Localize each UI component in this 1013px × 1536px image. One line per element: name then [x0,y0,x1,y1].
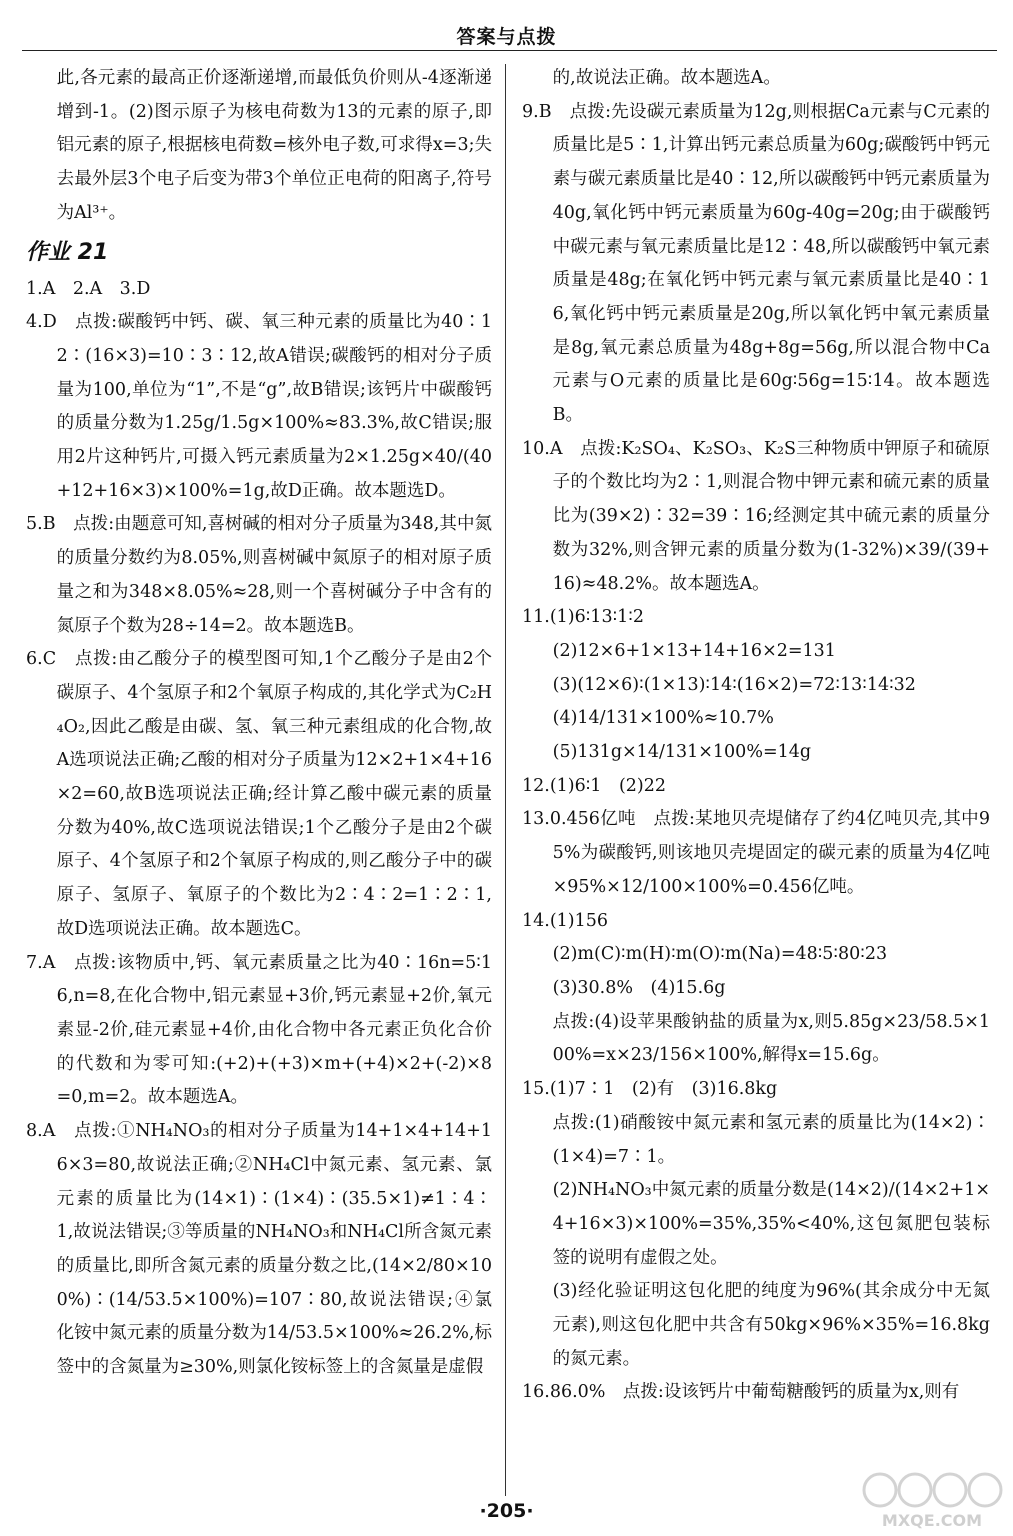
answer-paragraph: 12.(1)6∶1 (2)22 [522,775,666,796]
answer-paragraph: 11.(1)6∶13∶1∶2 [522,607,644,628]
answer-paragraph: 8.A 点拨:①NH₄NO₃的相对分子质量为14+1×4+14+16×3=80,故说法正确;②NH₄Cl中氮元素、氢元素、氯元素的质量比为(14×1)∶(1×4)∶(35.5×1)≠1∶4∶1,故说法错误;③等质量的NH₄NO₃和NH₄Cl所含氮元素的质量比,即所含氮元素的质量分数之比,(14×2/80×100%)∶(14/53.5×100%)=107∶80,故说法错误;④氯化铵中氮元素的质量分数为14/53.5×100%≈26.2%,标签中的含氮量为≥30%,则氯化铵标签上的含氮量是虚假 [26,1121,492,1378]
answer-subpart: 点拨:(1)硝酸铵中氮元素和氢元素的质量比为(14×2)∶(1×4)=7∶1。 [552,1112,990,1167]
answer-subpart: (2)NH₄NO₃中氮元素的质量分数是(14×2)/(14×2+1×4+16×3)×100%=35%,35%<40%,这包氮肥包装标签的说明有虚假之处。 [552,1180,990,1268]
answer-paragraph: 15.(1)7∶1 (2)有 (3)16.8kg [522,1079,778,1100]
answer-subpart: (3)经化验证明这包化肥的纯度为96%(其余成分中无氮元素),则这包化肥中共含有50kg×96%×35%=16.8kg的氮元素。 [552,1281,990,1369]
answer-paragraph: 16.86.0% 点拨:设该钙片中葡萄糖酸钙的质量为x,则有 [522,1382,960,1403]
page-header [0,0,1013,52]
answer-paragraph: 4.D 点拨:碳酸钙中钙、碳、氧三种元素的质量比为40∶12∶(16×3)=10∶3∶12,故A错误;碳酸钙的相对分子质量为100,单位为“1”,不是“g”,故B错误;该钙片中碳酸钙的质量分数为1.25g/1.5g×100%≈83.3%,故C错误;服用2片这种钙片,可摄入钙元素质量为2×1.25g×40/(40+12+16×3)×100%=1g,故D正确。故本题选D。 [26,312,492,501]
right-column [522,62,990,1410]
answer-subpart: (2)12×6+1×13+14+16×2=131 [552,640,836,661]
answer-paragraph: 7.A 点拨:该物质中,钙、氧元素质量之比为40∶16n=5∶16,n=8,在化合物中,铝元素显+3价,钙元素显+2价,氧元素显-2价,硅元素显+4价,由化合物中各元素正负化合价的代数和为零可知:(+2)+(+3)×m+(+4)×2+(-2)×8=0,m=2。故本题选A。 [26,952,492,1108]
watermark-logo [860,1468,1005,1530]
answer-paragraph: 6.C 点拨:由乙酸分子的模型图可知,1个乙酸分子是由2个碳原子、4个氢原子和2个氧原子构成的,其化学式为C₂H₄O₂,因此乙酸是由碳、氢、氧三种元素组成的化合物,故A选项说法正确;乙酸的相对分子质量为12×2+1×4+16×2=60,故B选项说法正确;经计算乙酸中碳元素的质量分数为40%,故C选项说法错误;1个乙酸分子是由2个碳原子、4个氢原子和2个氧原子构成的,则乙酸分子中的碳原子、氢原子、氧原子的个数比为2∶4∶2=1∶2∶1,故D选项说法正确。故本题选C。 [26,649,492,939]
answer-paragraph: 1.A 2.A 3.D [26,278,151,299]
answer-paragraph: 13.0.456亿吨 点拨:某地贝壳堤储存了约4亿吨贝壳,其中95%为碳酸钙,则该地贝壳堤固定的碳元素的质量为4亿吨×95%×12/100×100%=0.456亿吨。 [522,809,990,897]
answer-paragraph: 9.B 点拨:先设碳元素质量为12g,则根据Ca元素与C元素的质量比是5∶1,计算出钙元素总质量为60g;碳酸钙中钙元素与碳元素质量比是40∶12,所以碳酸钙中钙元素质量为40g,氧化钙中钙元素质量为60g-40g=20g;由于碳酸钙中碳元素与氧元素质量比是12∶48,所以碳酸钙中氧元素质量是48g;在氧化钙中钙元素与氧元素质量比是40∶16,氧化钙中钙元素质量是20g,所以氧化钙中氧元素质量是8g,氧元素总质量为48g+8g=56g,所以混合物中Ca元素与O元素的质量比是60g∶56g=15∶14。故本题选B。 [522,101,990,426]
page-title: 答案与点拨 [456,26,557,48]
answer-subpart: (3)30.8% (4)15.6g [552,977,726,998]
left-column [26,62,492,1385]
answer-subpart: (5)131g×14/131×100%=14g [552,742,812,763]
answer-paragraph: 此,各元素的最高正价逐渐递增,而最低负价则从-4逐渐递增到-1。(2)图示原子为核电荷数为13的元素的原子,即铝元素的原子,根据核电荷数=核外电子数,可求得x=3;失去最外层3个电子后变为带3个单位正电荷的阳离子,符号为Al³⁺。 [56,68,492,223]
watermark-text: MXQE.COM [881,1511,983,1530]
header-rule [22,50,997,51]
answer-subpart: 点拨:(4)设苹果酸钠盐的质量为x,则5.85g×23/58.5×100%=x×23/156×100%,解得x=15.6g。 [552,1011,990,1066]
column-divider [505,64,506,1496]
answer-paragraph: 10.A 点拨:K₂SO₄、K₂SO₃、K₂S三种物质中钾原子和硫原子的个数比均为2∶1,则混合物中钾元素和硫元素的质量比为(39×2)∶32=39∶16;经测定其中硫元素的质量分数为32%,则含钾元素的质量分数为(1-32%)×39/(39+16)≈48.2%。故本题选A。 [522,438,990,594]
answer-subpart: (3)(12×6)∶(1×13)∶14∶(16×2)=72∶13∶14∶32 [552,674,916,695]
answer-subpart: (4)14/131×100%≈10.7% [552,708,774,729]
answer-paragraph: 的,故说法正确。故本题选A。 [552,68,781,88]
answer-paragraph: 14.(1)156 [522,910,609,931]
answer-paragraph: 5.B 点拨:由题意可知,喜树碱的相对分子质量为348,其中氮的质量分数约为8.05%,则喜树碱中氮原子的相对原子质量之和为348×8.05%≈28,则一个喜树碱分子中含有的氮原子个数为28÷14=2。故本题选B。 [26,514,492,636]
page-number: ·205· [479,1500,534,1522]
homework-heading: 作业 21 [26,239,109,265]
answer-subpart: (2)m(C)∶m(H)∶m(O)∶m(Na)=48∶5∶80∶23 [552,944,888,965]
